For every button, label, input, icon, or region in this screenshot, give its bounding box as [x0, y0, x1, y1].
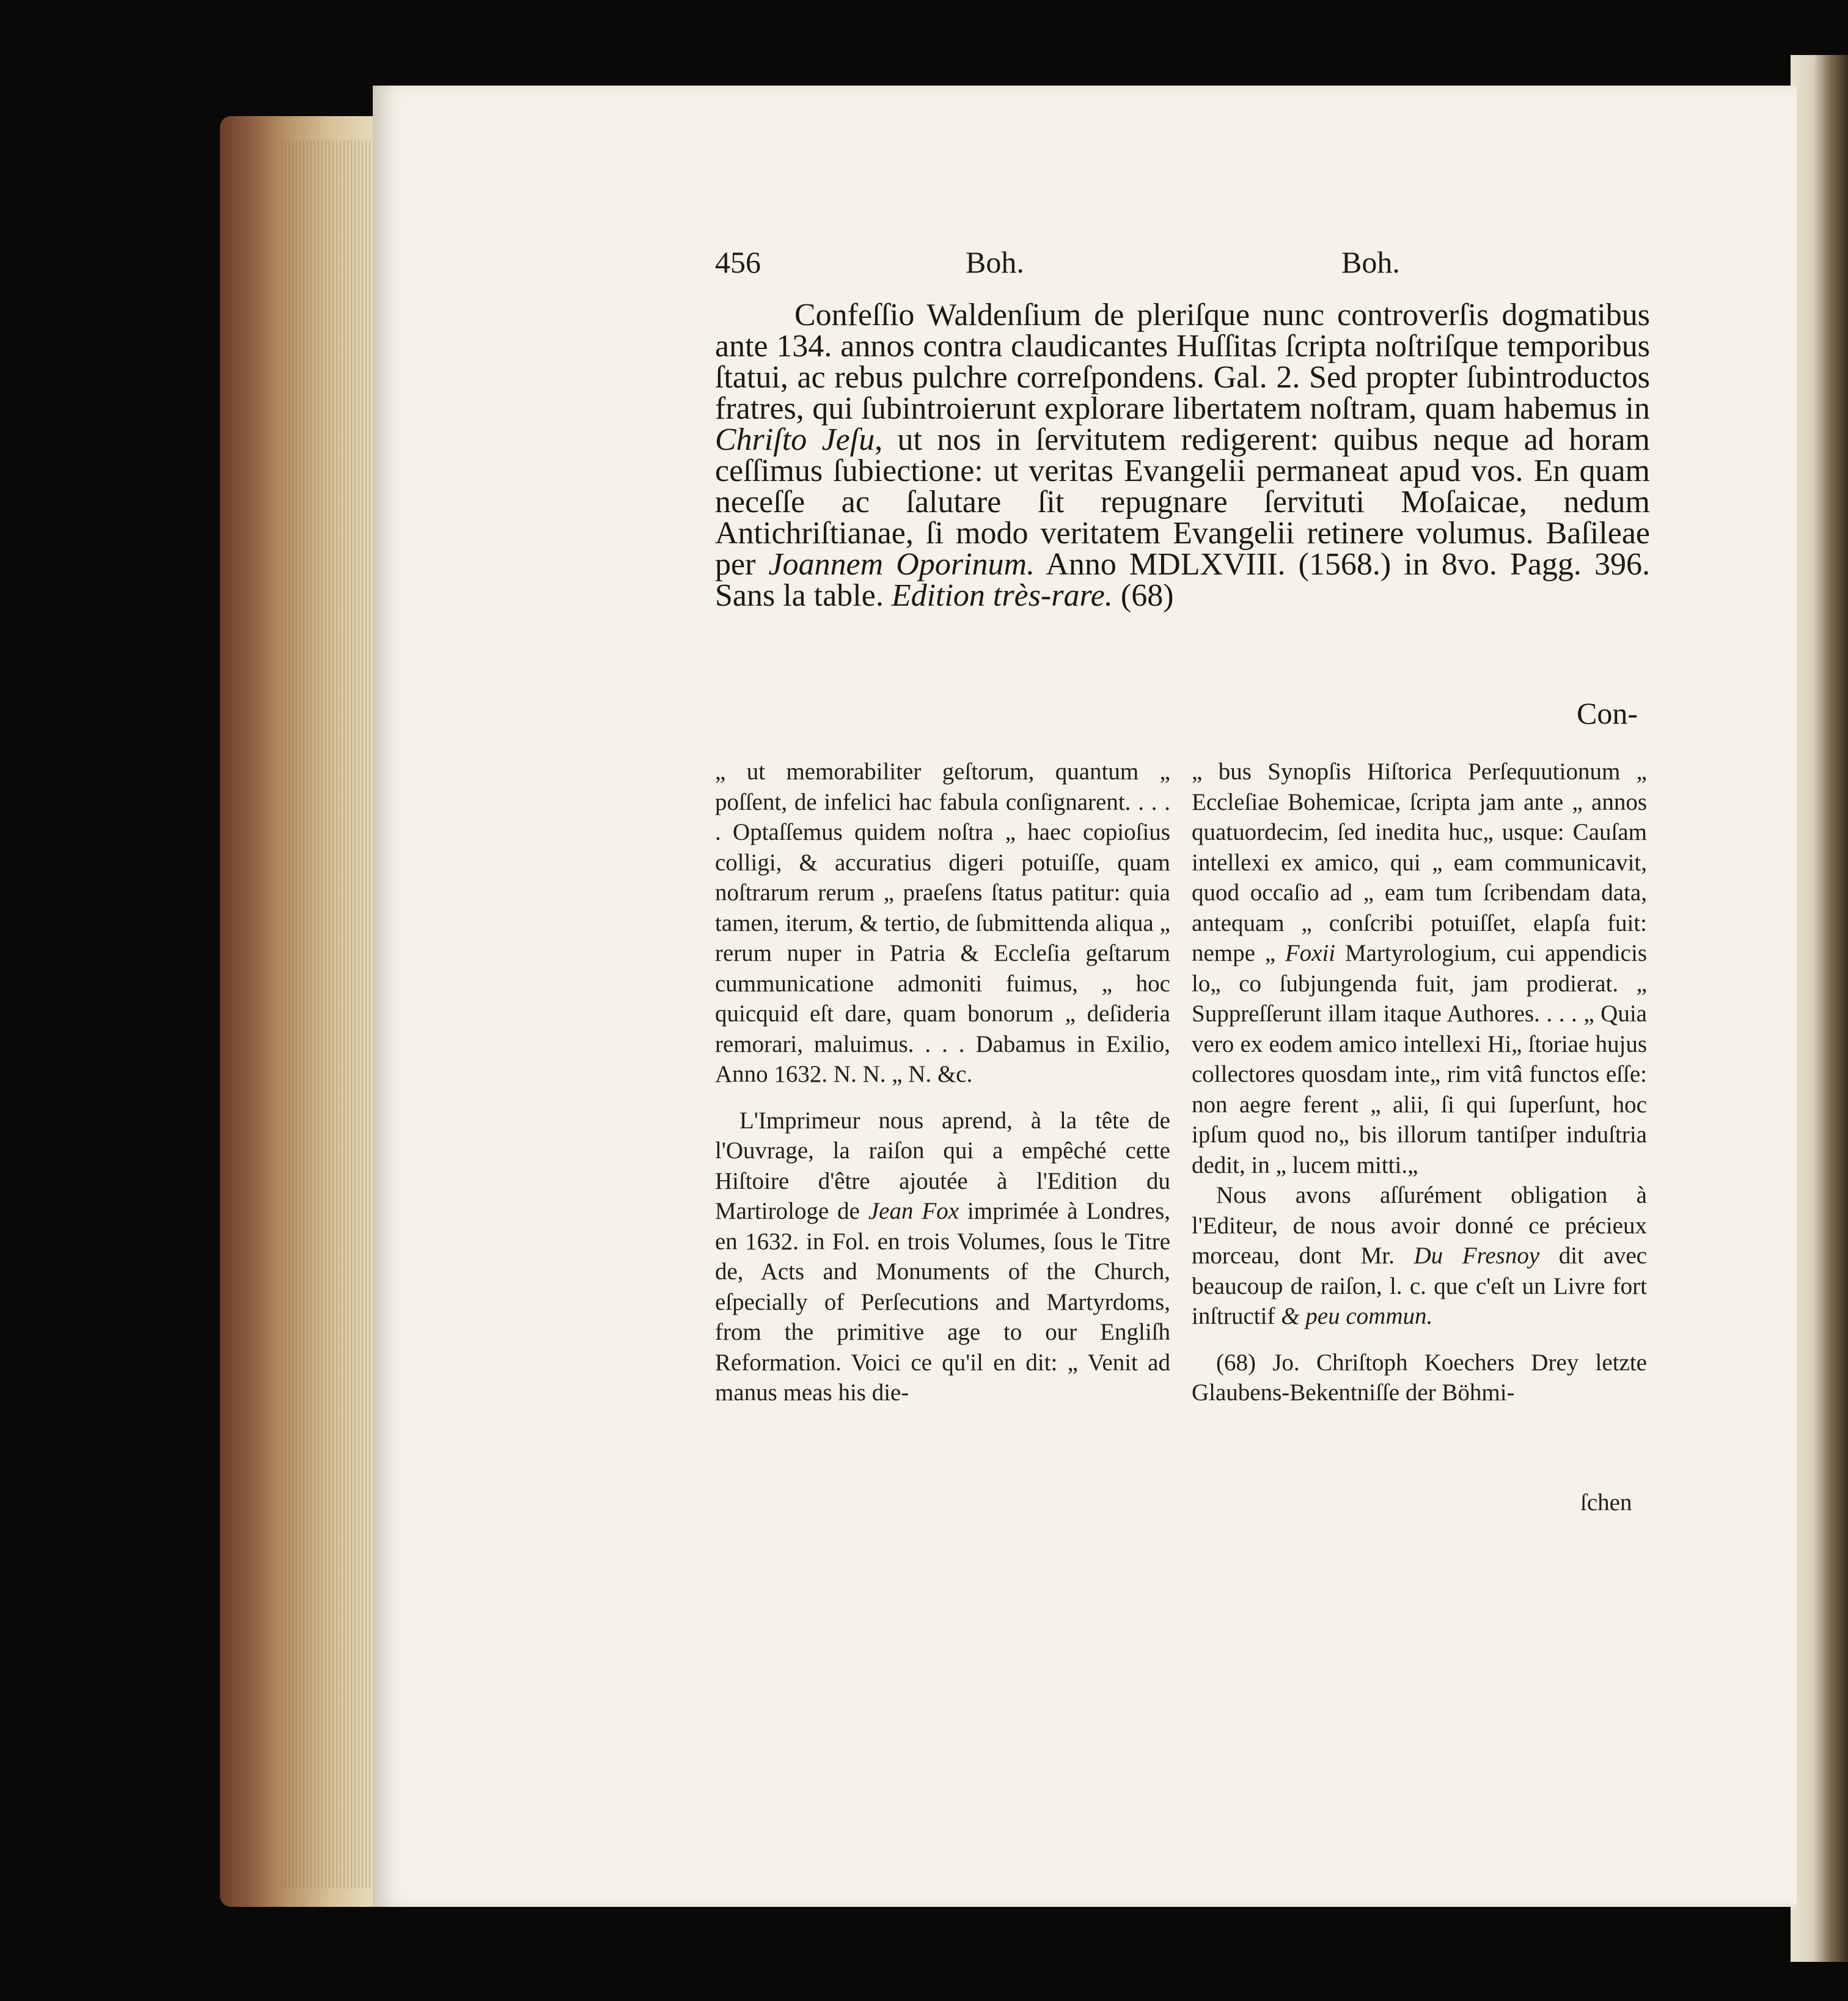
right-paragraph-2	[1192, 1180, 1647, 1332]
facing-page-edge	[1791, 55, 1848, 1962]
main-text-a: Confeſſio Waldenſium de pleriſque nunc controverſis dogmatibus ante 134. annos contra claudicantes Huſſitas ſcripta noſtriſque temporibus ſtatui, ac rebus pulchre correſpondens. Gal. 2. Sed propter ſubintroductos fratres, qui ſubintroierunt explorare libertatem noſtram, quam habemus in	[715, 298, 1650, 426]
right-p2-italic-2: & peu commun.	[1281, 1303, 1433, 1329]
left-paragraph-2	[715, 1106, 1170, 1408]
right-column	[1192, 757, 1647, 1408]
catchword-main: Con-	[1577, 696, 1638, 730]
left-quote: „ ut memorabiliter geſtorum, quantum „ poſſent, de infelici hac fabula conſignarent. . . . . Optaſſemus quidem noſtra „ haec copioſius colligi, & accuratius digeri potuiſſe, quam noſtrarum rerum „ praeſens ſtatus patitur: quia tamen, iterum, & tertio, de ſubmittenda aliqua „ rerum nuper in Patria & Eccleſia geſtarum cummunicatione admoniti fuimus, „ hoc quicquid eſt dare, quam bonorum „ deſideria remorari, maluimus. . . . Dabamus in Exilio, Anno 1632. N. N. „ N. &c.	[715, 758, 1170, 1087]
main-text-b: , ut nos in ſervitutem redigerent: quibus neque ad horam ceſſimus ſubiectione: ut veritas Evangelii permaneat apud vos. En quam neceſſe ac ſalutare ſit repugnare ſervituti Moſaicae, nedum Antichriſtianae, ſi modo veritatem Evangelii retinere volumus. Baſileae per	[715, 422, 1650, 582]
right-quote	[1192, 757, 1647, 1180]
left-p2-text-a: L'Imprimeur nous aprend, à la tête de l'Ouvrage, la raiſon qui a empêché cette Hiſtoire d'être ajoutée à l'Edition du Martirologe de	[715, 1107, 1170, 1224]
catchword-footnote: ſchen	[1580, 1489, 1632, 1516]
main-text-c: Anno MDLXVIII. (1568.) in 8vo. Pagg. 396. Sans la table.	[715, 547, 1650, 613]
footnote-68: (68) Jo. Chriſtoph Koechers Drey letzte Glaubens-Bekentniſſe der Böhmi-	[1192, 1349, 1647, 1406]
right-quote-text-a: „ bus Synopſis Hiſtorica Perſequutionum „ Eccleſiae Bohemicae, ſcripta jam ante „ annos quatuordecim, ſed inedita huc„ usque: Cauſam intellexi ex amico, qui „ eam communicavit, quod occaſio ad „ eam tum ſcribendam data, antequam „ conſcribi potuiſſet, elapſa fuit: nempe „	[1192, 758, 1647, 966]
left-column	[715, 757, 1170, 1408]
main-italic-a: Chriſto Jeſu	[715, 422, 875, 457]
page-number: 456	[715, 245, 761, 279]
left-p2-italic: Jean Fox	[868, 1198, 959, 1224]
main-italic-b: Joannem Oporinum.	[768, 547, 1035, 582]
main-text-d: (68)	[1112, 578, 1174, 613]
main-italic-c: Edition très-rare.	[891, 578, 1113, 613]
left-p2-text-b: imprimée à Londres, en 1632. in Fol. en trois Volumes, ſous le Titre de, Acts and Monuments of the Church, eſpecially of Perſecutions and Martyrdoms, from the primitive age to our Engliſh Reformation. Voici ce qu'il en dit: „ Venit ad manus meas his die-	[715, 1198, 1171, 1406]
right-p2-text-a: Nous avons aſſurément obligation à l'Editeur, de nous avoir donné ce précieux morceau, dont Mr.	[1192, 1182, 1647, 1269]
right-quote-italic: Foxii	[1285, 940, 1336, 966]
right-quote-text-b: Martyrologium, cui appendicis lo„ co ſubjungenda fuit, jam prodierat. „ Suppreſſerunt illam itaque Authores. . . . „ Quia vero ex eodem amico intellexi Hi„ ſtoriae hujus collectores quosdam inte„ rim vitâ functos eſſe: non aegre ferent „ alii, ſi qui ſuperſunt, hoc ipſum quod no„ bis illorum tantiſper induſtria dedit, in „ lucem mitti.„	[1192, 940, 1647, 1178]
running-head-left: Boh.	[966, 245, 1024, 279]
right-p2-text-b: dit avec beaucoup de raiſon, l. c. que c'eſt un Livre fort inſtructif	[1192, 1243, 1647, 1329]
book-page-block	[220, 116, 379, 1907]
running-head-right: Boh.	[1341, 245, 1400, 279]
running-header	[715, 244, 1656, 287]
main-entry-paragraph	[715, 299, 1650, 611]
right-p2-italic-1: Du Fresnoy	[1414, 1243, 1540, 1269]
